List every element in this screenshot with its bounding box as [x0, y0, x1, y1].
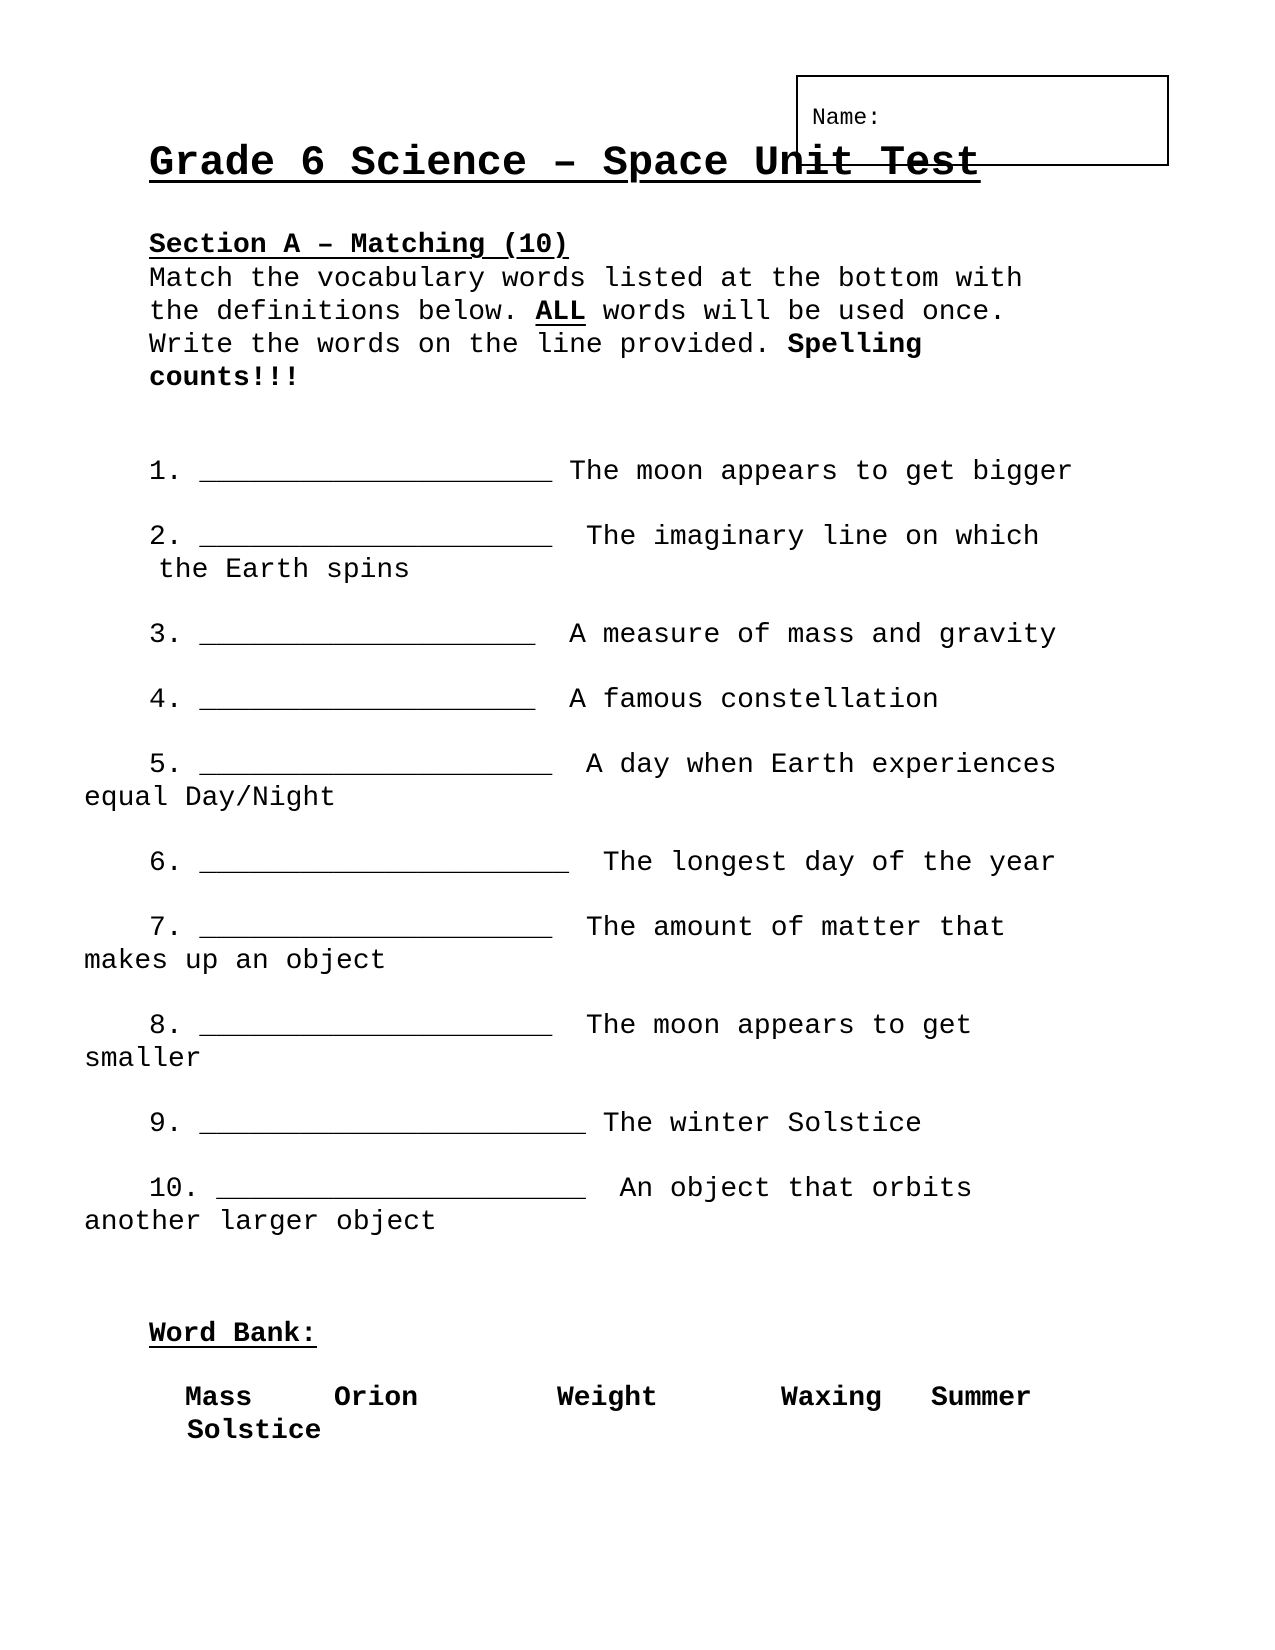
question-definition: The imaginary line on which — [569, 522, 1040, 553]
page-title: Grade 6 Science – Space Unit Test — [149, 139, 981, 187]
question-definition: The amount of matter that — [569, 913, 1006, 944]
question-definition: The longest day of the year — [585, 848, 1057, 879]
question-number: 4. — [149, 685, 183, 716]
instructions-line-1: Match the vocabulary words listed at the bottom with — [149, 264, 1023, 295]
answer-blank[interactable]: _____________________ — [199, 457, 553, 488]
question-definition: A measure of mass and gravity — [552, 620, 1057, 651]
question-definition: The winter Solstice — [602, 1109, 922, 1140]
answer-blank[interactable]: _____________________ — [199, 522, 553, 553]
question-10 — [84, 1173, 973, 1239]
all-emphasis: ALL — [535, 297, 586, 328]
spelling-emphasis: Spelling — [787, 330, 922, 361]
word-bank-word: Mass — [185, 1383, 253, 1414]
question-3 — [149, 619, 1056, 652]
question-definition: The moon appears to get bigger — [569, 457, 1074, 488]
answer-blank[interactable]: ____________________ — [199, 685, 536, 716]
question-number: 1. — [149, 457, 183, 488]
question-7 — [84, 912, 1006, 978]
question-6 — [149, 847, 1056, 880]
answer-blank[interactable]: ____________________ — [199, 620, 536, 651]
question-9 — [149, 1108, 922, 1141]
answer-blank[interactable]: _____________________ — [199, 750, 553, 781]
question-definition: The moon appears to get — [569, 1011, 973, 1042]
word-bank-word: Solstice — [187, 1416, 322, 1447]
question-number: 2. — [149, 522, 183, 553]
word-bank-word: Weight — [557, 1383, 658, 1414]
answer-blank[interactable]: ______________________ — [199, 848, 570, 879]
question-definition: A day when Earth experiences — [569, 750, 1057, 781]
word-bank-title: Word Bank: — [149, 1319, 318, 1350]
instructions-line-2: the definitions below. ALL words will be used once. — [149, 297, 1006, 328]
question-definition-continued: equal Day/Night — [84, 783, 337, 814]
question-definition-continued: the Earth spins — [158, 555, 411, 586]
word-bank-word: Waxing — [781, 1383, 882, 1414]
word-bank-word: Orion — [334, 1383, 419, 1414]
question-definition: A famous constellation — [552, 685, 939, 716]
question-number: 8. — [149, 1011, 183, 1042]
counts-emphasis: counts!!! — [149, 363, 301, 394]
instructions-line-3: Write the words on the line provided. Spelling — [149, 330, 922, 361]
question-4 — [149, 684, 939, 717]
instructions-line-4 — [149, 362, 1109, 395]
question-number: 7. — [149, 913, 183, 944]
answer-blank[interactable]: _______________________ — [199, 1109, 586, 1140]
answer-blank[interactable]: _____________________ — [199, 913, 553, 944]
question-number: 6. — [149, 848, 183, 879]
question-1 — [149, 456, 1073, 489]
question-2 — [149, 521, 1040, 587]
answer-blank[interactable]: ______________________ — [216, 1174, 586, 1205]
answer-blank[interactable]: _____________________ — [199, 1011, 553, 1042]
name-label: Name: — [812, 105, 882, 131]
question-number: 5. — [149, 750, 183, 781]
section-a-instructions — [149, 263, 1109, 395]
section-a-heading: Section A – Matching (10) — [149, 230, 570, 261]
question-definition-continued: smaller — [84, 1044, 202, 1075]
question-definition: An object that orbits — [602, 1174, 973, 1205]
question-8 — [84, 1010, 973, 1076]
question-number: 9. — [149, 1109, 183, 1140]
word-bank-word: Summer — [931, 1383, 1032, 1414]
question-5 — [84, 749, 1057, 815]
question-definition-continued: makes up an object — [84, 946, 387, 977]
question-definition-continued: another larger object — [84, 1207, 437, 1238]
question-number: 3. — [149, 620, 183, 651]
question-number: 10. — [149, 1174, 200, 1205]
